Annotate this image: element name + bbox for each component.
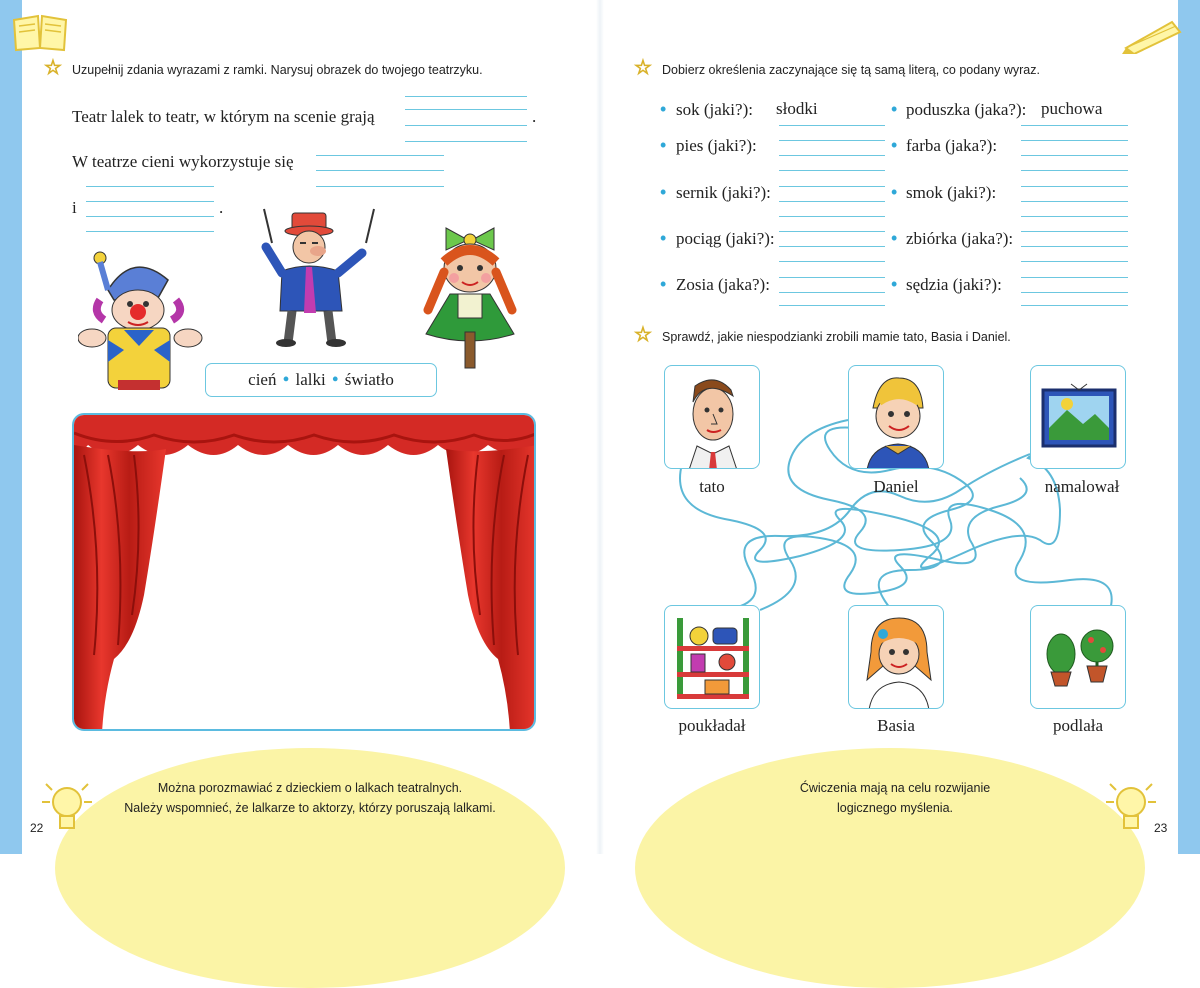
adjective-prompt: pociąg (jaki?): [676,229,775,248]
adjective-prompt: poduszka (jaka?): [906,100,1027,119]
girl-face-illustration [849,606,944,709]
lightbulb-icon [1104,780,1158,838]
answer-line[interactable] [779,246,885,247]
right-instruction-2: Sprawdź, jakie niespodzianki zrobili mamie tato, Basia i Daniel. [662,330,1011,344]
bullet-dot-icon: • [891,228,898,248]
left-instruction: Uzupełnij zdania wyrazami z ramki. Narysuj obrazek do twojego teatrzyku. [72,63,483,77]
answer-line[interactable] [779,201,885,202]
adjective-answer: słodki [776,99,818,118]
answer-line[interactable] [1021,170,1128,171]
answer-line[interactable] [1021,277,1128,278]
bullet-dot-icon: • [891,182,898,202]
card-daniel[interactable] [848,365,944,469]
answer-line[interactable] [1021,155,1128,156]
word-box-item: cień [248,370,277,389]
answer-line[interactable] [1021,305,1128,306]
bullet-dot-icon: • [331,368,339,391]
answer-line[interactable] [779,170,885,171]
answer-line[interactable] [405,96,527,97]
answer-line[interactable] [86,231,214,232]
answer-line[interactable] [779,277,885,278]
plants-illustration [1031,606,1126,709]
answer-line[interactable] [779,231,885,232]
answer-line[interactable] [316,186,444,187]
left-tip-line-2: Należy wspomnieć, że lalkarze to aktorzy, którzy poruszają lalkami. [124,801,496,815]
bullet-dot-icon: • [660,274,667,294]
answer-line[interactable] [779,125,885,126]
sentence-2: W teatrze cieni wykorzystuje się [72,152,294,171]
pencil-icon [1120,14,1186,54]
answer-line[interactable] [86,201,214,202]
answer-line[interactable] [405,141,527,142]
answer-line[interactable] [1021,201,1128,202]
book-icon [10,12,70,54]
answer-line[interactable] [779,186,885,187]
adjective-prompt: zbiórka (jaka?): [906,229,1014,248]
card-podlala[interactable] [1030,605,1126,709]
painting-illustration [1031,366,1126,469]
boy-face-illustration [849,366,944,469]
bullet-dot-icon: • [891,99,898,119]
card-label-daniel: Daniel [873,477,919,496]
card-label-poukladal: poukładał [678,716,746,735]
word-box [205,363,437,397]
left-tip-line-1: Można porozmawiać z dzieckiem o lalkach teatralnych. [157,781,463,795]
star-icon: ☆ [634,57,652,79]
answer-line[interactable] [1021,231,1128,232]
sentence-3-period: . [219,198,224,217]
card-poukladal[interactable] [664,605,760,709]
right-instruction-1: Dobierz określenia zaczynające się tą samą literą, co podany wyraz. [662,63,1040,77]
answer-line[interactable] [1021,125,1128,126]
card-label-namalowal: namalował [1044,477,1120,496]
adjective-prompt: sok (jaki?): [676,100,753,119]
star-icon: ☆ [44,57,62,79]
answer-line[interactable] [779,216,885,217]
answer-line[interactable] [779,155,885,156]
bullet-dot-icon: • [660,99,667,119]
answer-line[interactable] [1021,246,1128,247]
answer-line[interactable] [405,125,527,126]
bullet-dot-icon: • [660,135,667,155]
left-page-edge [0,0,22,854]
conductor-puppet-illustration [258,203,378,349]
card-label-tato: tato [699,477,725,496]
right-tip-line-1: Ćwiczenia mają na celu rozwijanie [799,781,991,795]
answer-line[interactable] [316,170,444,171]
father-face-illustration [665,366,760,469]
answer-line[interactable] [405,109,527,110]
card-tato[interactable] [664,365,760,469]
right-page-edge [1178,0,1200,854]
answer-line[interactable] [1021,261,1128,262]
curtain-illustration [74,415,536,731]
card-label-podlala: podlała [1052,716,1104,735]
answer-line[interactable] [779,305,885,306]
bullet-dot-icon: • [891,274,898,294]
page-number-left: 22 [30,821,44,835]
answer-line[interactable] [316,155,444,156]
center-fold [596,0,604,854]
lightbulb-icon [40,780,94,838]
clown-puppet-illustration [78,250,203,392]
theatre-stage-drawing-area[interactable] [72,413,536,731]
answer-line[interactable] [1021,292,1128,293]
right-tip-text [700,778,1090,818]
adjective-prompt: Zosia (jaka?): [676,275,770,294]
answer-line[interactable] [779,261,885,262]
answer-line[interactable] [1021,140,1128,141]
answer-line[interactable] [86,186,214,187]
adjective-prompt: sernik (jaki?): [676,183,771,202]
answer-line[interactable] [779,292,885,293]
adjective-prompt: sędzia (jaki?): [906,275,1002,294]
answer-line[interactable] [86,216,214,217]
left-tip-text [110,778,510,818]
bullet-dot-icon: • [660,228,667,248]
answer-line[interactable] [1021,186,1128,187]
adjective-prompt: smok (jaki?): [906,183,997,202]
page-number-right: 23 [1154,821,1168,835]
bullet-dot-icon: • [891,135,898,155]
sentence-3-start: i [72,198,77,217]
word-box-item: lalki [295,370,326,389]
word-box-item: światło [344,370,394,389]
adjective-prompt: farba (jaka?): [906,136,998,155]
star-icon: ☆ [634,324,652,346]
girl-puppet-illustration [410,222,536,370]
answer-line[interactable] [1021,216,1128,217]
card-basia[interactable] [848,605,944,709]
bullet-dot-icon: • [660,182,667,202]
card-label-basia: Basia [877,716,915,735]
sentence-1: Teatr lalek to teatr, w którym na scenie grają [72,107,375,126]
answer-line[interactable] [779,140,885,141]
adjective-prompt: pies (jaki?): [676,136,757,155]
card-namalowal[interactable] [1030,365,1126,469]
bullet-dot-icon: • [282,368,290,391]
right-tip-line-2: logicznego myślenia. [836,801,954,815]
sentence-1-period: . [532,107,537,126]
adjective-answer: puchowa [1041,99,1103,118]
toy-shelf-illustration [665,606,760,709]
